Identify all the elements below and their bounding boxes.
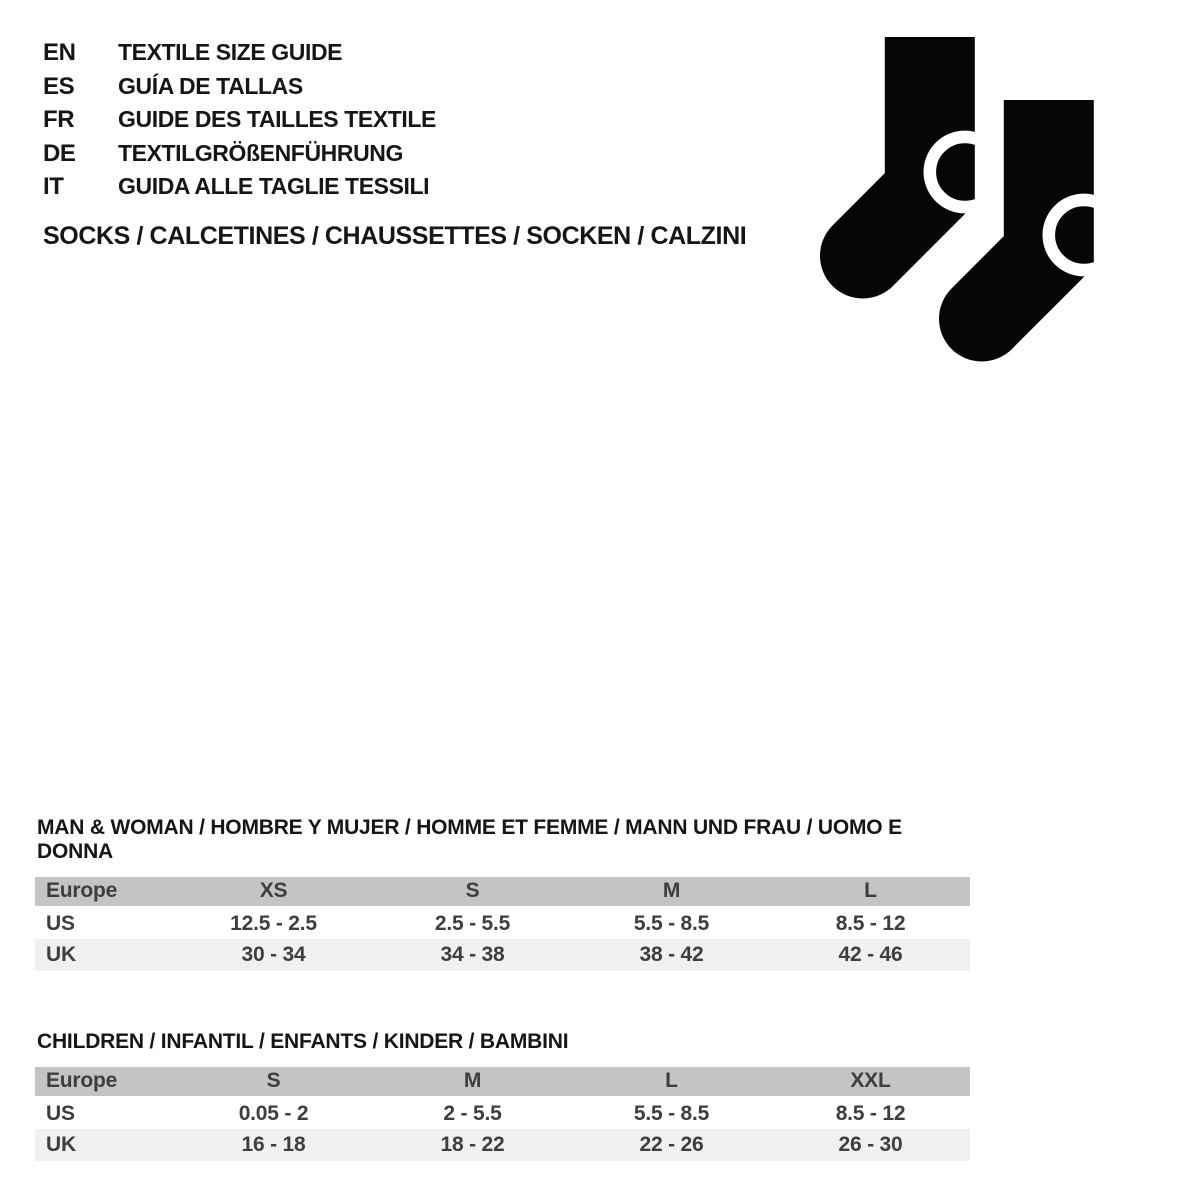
- size-cell: 42 - 46: [838, 943, 903, 966]
- socks-icon: [808, 28, 1118, 368]
- language-code: ES: [43, 72, 75, 100]
- size-table-children-grid: [35, 1067, 970, 1161]
- table-row-uk: [35, 1129, 970, 1161]
- language-label: GUIDE DES TAILLES TEXTILE: [118, 106, 436, 133]
- size-cell: 34 - 38: [440, 943, 505, 966]
- language-code: FR: [43, 106, 75, 134]
- size-table-adults: [35, 816, 970, 971]
- region-cell: US: [46, 1101, 75, 1125]
- header-cell-size: M: [463, 1069, 482, 1093]
- region-cell: UK: [46, 943, 76, 966]
- header-cell-size: XXL: [850, 1069, 891, 1093]
- table-header-row: [35, 877, 970, 907]
- language-code: EN: [43, 39, 76, 66]
- size-cell: 12.5 - 2.5: [230, 911, 317, 935]
- language-row: [43, 137, 436, 171]
- size-cell: 2.5 - 5.5: [434, 911, 511, 935]
- size-cell: 5.5 - 8.5: [633, 1101, 710, 1125]
- language-row: [43, 70, 436, 104]
- size-table-children: [35, 1030, 970, 1161]
- size-cell: 5.5 - 8.5: [633, 911, 710, 935]
- header-cell-size: XS: [259, 879, 288, 903]
- size-table-adults-grid: [35, 877, 970, 971]
- size-cell: 26 - 30: [838, 1133, 903, 1156]
- table-row-us: [35, 907, 970, 939]
- header-cell-region: Europe: [46, 1069, 118, 1093]
- header-cell-size: L: [864, 879, 877, 903]
- region-cell: UK: [46, 1133, 76, 1156]
- table-header-row: [35, 1067, 970, 1097]
- size-cell: 18 - 22: [440, 1133, 505, 1156]
- language-guide: [43, 36, 436, 204]
- language-label: GUIDA ALLE TAGLIE TESSILI: [118, 173, 430, 200]
- header-cell-size: M: [662, 879, 681, 903]
- language-code: DE: [43, 139, 76, 167]
- language-label: TEXTILE SIZE GUIDE: [118, 39, 343, 65]
- category-line: SOCKS / CALCETINES / CHAUSSETTES / SOCKEN / CALZINI: [43, 222, 747, 250]
- header-cell-size: S: [266, 1069, 281, 1093]
- region-cell: US: [46, 911, 75, 935]
- header-cell-size: L: [665, 1069, 678, 1093]
- language-row: [43, 170, 436, 204]
- size-table-adults-title: MAN & WOMAN / HOMBRE Y MUJER / HOMME ET FEMME / MANN UND FRAU / UOMO E DONNA: [37, 816, 902, 863]
- language-row: [43, 103, 436, 137]
- size-cell: 16 - 18: [241, 1133, 306, 1156]
- size-cell: 38 - 42: [639, 943, 704, 966]
- language-label: TEXTILGRÖßENFÜHRUNG: [118, 139, 403, 166]
- size-cell: 8.5 - 12: [835, 1101, 906, 1125]
- size-table-children-title: CHILDREN / INFANTIL / ENFANTS / KINDER / BAMBINI: [37, 1030, 569, 1053]
- header-cell-size: S: [465, 879, 480, 903]
- language-code: IT: [43, 173, 64, 201]
- size-cell: 0.05 - 2: [238, 1101, 309, 1125]
- table-row-uk: [35, 939, 970, 971]
- size-cell: 2 - 5.5: [443, 1101, 502, 1125]
- language-row: [43, 36, 436, 70]
- table-row-us: [35, 1097, 970, 1129]
- size-cell: 30 - 34: [241, 943, 306, 966]
- language-label: GUÍA DE TALLAS: [118, 72, 303, 99]
- size-cell: 8.5 - 12: [835, 911, 906, 935]
- size-cell: 22 - 26: [639, 1133, 704, 1156]
- header-cell-region: Europe: [46, 879, 118, 903]
